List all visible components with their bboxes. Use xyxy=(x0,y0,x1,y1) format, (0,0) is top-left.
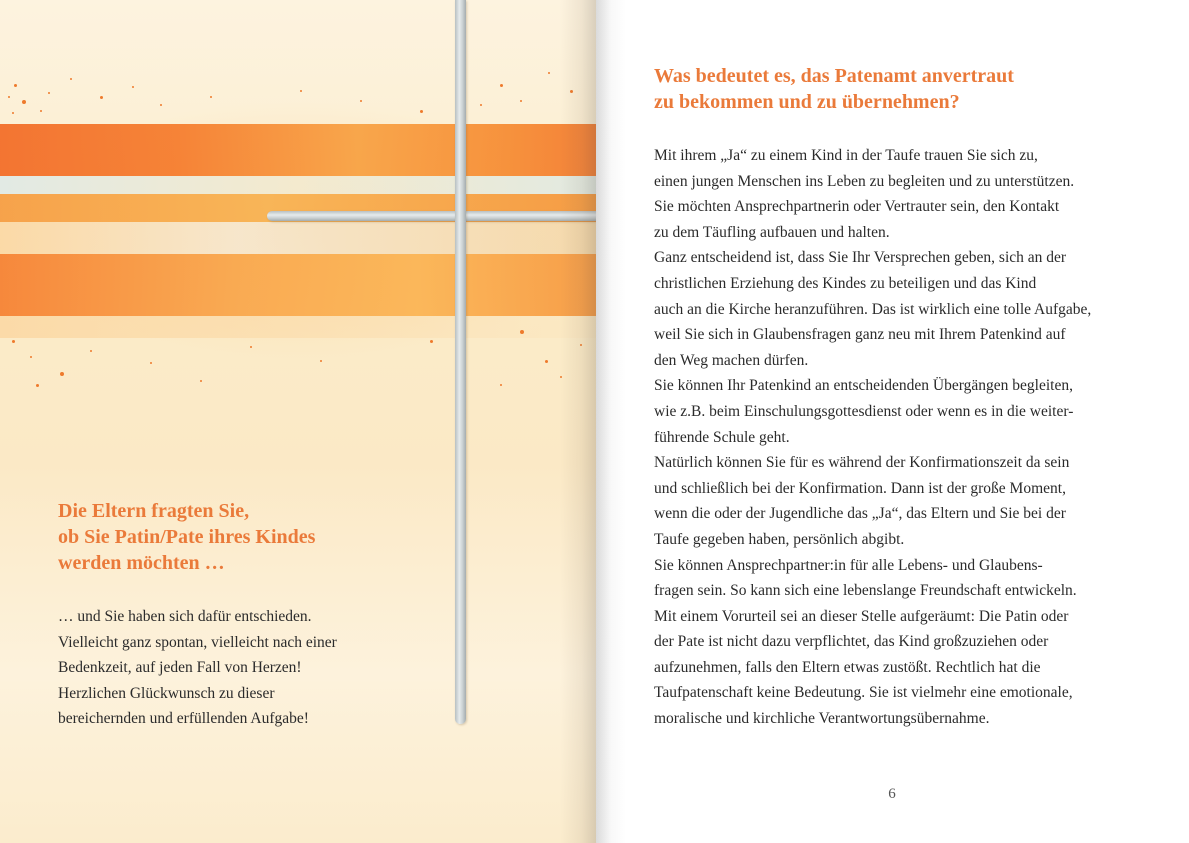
body-line: aufzunehmen, falls den Eltern etwas zustößt. Rechtlich hat die xyxy=(654,658,1041,676)
paint-speck xyxy=(70,78,72,80)
body-line: Sie können Ihr Patenkind an entscheidenden Übergängen begleiten, xyxy=(654,377,1073,395)
body-line: … und Sie haben sich dafür entschieden. xyxy=(58,608,312,625)
right-page-heading xyxy=(654,63,1154,115)
paint-speck xyxy=(210,96,212,98)
paint-speck xyxy=(360,100,362,102)
body-line: einen jungen Menschen ins Leben zu begleiten und zu unterstützen. xyxy=(654,172,1075,190)
paint-speck xyxy=(12,112,14,114)
body-line: Vielleicht ganz spontan, vielleicht nach einer xyxy=(58,633,337,651)
watercolor-stripe-fade xyxy=(0,316,596,338)
gutter-shadow xyxy=(596,0,626,843)
cross-horizontal-beam xyxy=(267,211,596,221)
body-line: zu dem Täufling aufbauen und halten. xyxy=(654,223,890,241)
watercolor-stripe-cream xyxy=(0,222,596,254)
left-page-body xyxy=(58,604,458,732)
body-line: führende Schule geht. xyxy=(654,428,790,446)
heading-line: Die Eltern fragten Sie, xyxy=(58,500,250,522)
right-page-body xyxy=(654,143,1154,732)
body-line: der Pate ist nicht dazu verpflichtet, das Kind großzuziehen oder xyxy=(654,633,1049,651)
paint-speck xyxy=(12,340,15,343)
paint-speck xyxy=(520,100,522,102)
body-line: und schließlich bei der Konfirmation. Dann ist der große Moment, xyxy=(654,479,1066,497)
paint-speck xyxy=(60,372,64,376)
page-number: 6 xyxy=(888,786,896,802)
paint-speck xyxy=(14,84,17,87)
body-line: Taufpatenschaft keine Bedeutung. Sie ist vielmehr eine emotionale, xyxy=(654,684,1073,702)
paint-speck xyxy=(250,346,252,348)
body-line: auch an die Kirche heranzuführen. Das ist wirklich eine tolle Aufgabe, xyxy=(654,300,1092,318)
body-line: Bedenkzeit, auf jeden Fall von Herzen! xyxy=(58,659,302,677)
spine-shadow xyxy=(560,0,596,843)
paint-speck xyxy=(22,100,26,104)
body-line: fragen sein. So kann sich eine lebenslange Freundschaft entwickeln. xyxy=(654,582,1077,600)
paint-speck xyxy=(132,86,134,88)
paint-speck xyxy=(430,340,433,343)
heading-line: werden möchten … xyxy=(58,552,225,574)
body-line: weil Sie sich in Glaubensfragen ganz neu mit Ihrem Patenkind auf xyxy=(654,326,1066,344)
paint-speck xyxy=(36,384,39,387)
body-line: Mit einem Vorurteil sei an dieser Stelle aufgeräumt: Die Patin oder xyxy=(654,607,1069,625)
paint-speck xyxy=(520,330,524,334)
paint-speck xyxy=(150,362,152,364)
body-line: Sie können Ansprechpartner:in für alle Lebens- und Glaubens- xyxy=(654,556,1043,574)
right-page xyxy=(596,0,1189,843)
paint-speck xyxy=(548,72,550,74)
paint-speck xyxy=(480,104,482,106)
paint-speck xyxy=(100,96,103,99)
paint-speck xyxy=(420,110,423,113)
body-line: den Weg machen dürfen. xyxy=(654,351,809,369)
body-line: Natürlich können Sie für es während der Konfirmationszeit da sein xyxy=(654,454,1070,472)
body-line: Taufe gegeben haben, persönlich abgibt. xyxy=(654,530,905,548)
heading-line: ob Sie Patin/Pate ihres Kindes xyxy=(58,526,316,548)
paint-speck xyxy=(300,90,302,92)
body-line: moralische und kirchliche Verantwortungsübernahme. xyxy=(654,710,990,728)
paint-speck xyxy=(500,384,502,386)
watercolor-stripe-pale xyxy=(0,176,596,194)
heading-line: Was bedeutet es, das Patenamt anvertraut xyxy=(654,65,1014,87)
left-page-heading xyxy=(58,498,458,576)
paint-speck xyxy=(200,380,202,382)
body-line: Ganz entscheidend ist, dass Sie Ihr Versprechen geben, sich an der xyxy=(654,249,1067,267)
paint-speck xyxy=(320,360,322,362)
paint-speck xyxy=(30,356,32,358)
watercolor-stripe-wide-orange xyxy=(0,254,596,316)
body-line: Herzlichen Glückwunsch zu dieser xyxy=(58,684,275,702)
paint-speck xyxy=(8,96,10,98)
watercolor-stripe-orange xyxy=(0,124,596,176)
paint-speck xyxy=(545,360,548,363)
body-line: christlichen Erziehung des Kindes zu beteiligen und das Kind xyxy=(654,274,1037,292)
body-line: wie z.B. beim Einschulungsgottesdienst oder wenn es in die weiter- xyxy=(654,402,1074,420)
paint-speck xyxy=(500,84,503,87)
body-line: bereichernden und erfüllenden Aufgabe! xyxy=(58,710,309,728)
heading-line: zu bekommen und zu übernehmen? xyxy=(654,91,960,113)
paint-speck xyxy=(160,104,162,106)
paint-speck xyxy=(40,110,42,112)
paint-speck xyxy=(48,92,50,94)
paint-speck xyxy=(90,350,92,352)
body-line: wenn die oder der Jugendliche das „Ja“, das Eltern und Sie bei der xyxy=(654,505,1066,523)
body-line: Sie möchten Ansprechpartnerin oder Vertrauter sein, den Kontakt xyxy=(654,198,1060,216)
body-line: Mit ihrem „Ja“ zu einem Kind in der Taufe trauen Sie sich zu, xyxy=(654,147,1038,164)
